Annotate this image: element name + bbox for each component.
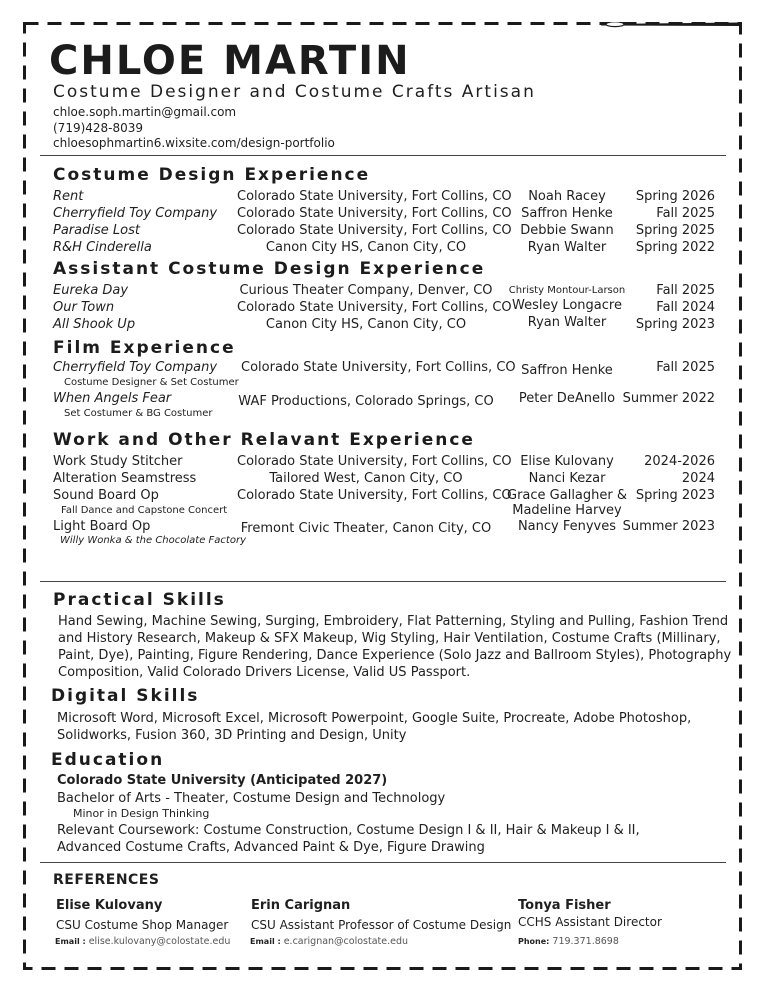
references-heading: REFERENCES [53,872,160,888]
table-row: Rent Colorado State University, Fort Collins, CO Noah Racey Spring 2026 [53,189,715,204]
table-row: Cherryfield Toy Company Colorado State University, Fort Collins, CO Saffron Henke Fall 2025 [53,206,715,221]
film-role-note: Set Costumer & BG Costumer [64,408,213,419]
costume-design-heading: Costume Design Experience [53,165,371,185]
header-divider [40,155,726,156]
table-row-continuation: Madeline Harvey [512,503,622,518]
assistant-design-heading: Assistant Costume Design Experience [53,259,486,279]
section-divider [40,581,726,582]
table-row: Paradise Lost Colorado State University, Fort Collins, CO Debbie Swann Spring 2025 [53,223,715,238]
reference-email-link[interactable]: elise.kulovany@colostate.edu [88,936,231,947]
work-note: Willy Wonka & the Chocolate Factory [60,535,246,546]
reference-phone: 719.371.8698 [552,936,619,947]
education-school: Colorado State University (Anticipated 2027) [57,773,388,788]
email-link[interactable]: chloe.soph.martin@gmail.com [53,105,237,119]
education-coursework: Relevant Coursework: Costume Construction, Costume Design I & II, Hair & Makeup I & II, Advanced Costume Crafts, Advanced Paint & Dye, Figure Drawing [57,823,640,855]
portfolio-link[interactable]: chloesophmartin6.wixsite.com/design-portfolio [53,136,335,150]
resume-name: CHLOE MARTIN [49,38,411,84]
practical-skills-text: Hand Sewing, Machine Sewing, Surging, Embroidery, Flat Patterning, Styling and Pulling, Fashion Trend and History Research, Makeup & SFX Makeup, Wig Styling, Hair Ventilation, Costume Crafts (Millinary, Paint, Dye), Painting, Figure Rendering, Dance Experience (Solo Jazz and Ballroom Styles), Photography Composition, Valid Colorado Drivers License, Valid US Passport. [58,614,732,680]
table-row: Our Town Colorado State University, Fort Collins, CO Wesley Longacre Fall 2024 [53,298,715,315]
table-row: All Shook Up Canon City HS, Canon City, CO Ryan Walter Spring 2023 [53,315,715,332]
education-degree: Bachelor of Arts - Theater, Costume Design and Technology [57,791,446,806]
table-row: Sound Board Op Colorado State University, Fort Collins, CO Grace Gallagher & Spring 2023 [53,488,715,503]
section-divider [40,862,726,863]
table-row: Alteration Seamstress Tailored West, Canon City, CO Nanci Kezar 2024 [53,471,715,486]
table-row: Light Board Op Fremont Civic Theater, Canon City, CO Nancy Fenyves Summer 2023 [53,519,715,536]
education-minor: Minor in Design Thinking [73,807,210,820]
work-note: Fall Dance and Capstone Concert [61,505,228,516]
table-row: Cherryfield Toy Company Colorado State University, Fort Collins, CO Saffron Henke Fall 2025 [53,360,715,378]
table-row: R&H Cinderella Canon City HS, Canon City, CO Ryan Walter Spring 2022 [53,240,715,255]
reference-contact: Email : e.carignan@colostate.edu [250,936,409,947]
reference-contact: Email : elise.kulovany@colostate.edu [55,936,231,947]
table-row: Eureka Day Curious Theater Company, Denver, CO Christy Montour-Larson Fall 2025 [53,283,715,298]
education-heading: Education [51,750,165,770]
reference-contact: Phone: 719.371.8698 [518,936,619,947]
reference-name: Elise Kulovany [56,898,163,913]
work-heading: Work and Other Relavant Experience [53,430,475,450]
reference-name: Erin Carignan [251,898,351,913]
table-row: When Angels Fear WAF Productions, Colorado Springs, CO Peter DeAnello Summer 2022 [53,391,715,409]
table-row: Work Study Stitcher Colorado State University, Fort Collins, CO Elise Kulovany 2024-2026 [53,454,715,469]
reference-title: CSU Costume Shop Manager [56,918,229,932]
reference-title: CCHS Assistant Director [518,915,662,929]
reference-email-link[interactable]: e.carignan@colostate.edu [283,936,409,947]
resume-subtitle: Costume Designer and Costume Crafts Artisan [53,82,536,102]
digital-skills-text: Microsoft Word, Microsoft Excel, Microsoft Powerpoint, Google Suite, Procreate, Adobe Photoshop, Solidworks, Fusion 360, 3D Printing and Design, Unity [57,711,692,743]
reference-name: Tonya Fisher [518,898,611,913]
film-role-note: Costume Designer & Set Costumer [64,377,239,388]
reference-title: CSU Assistant Professor of Costume Design [251,918,512,932]
digital-skills-heading: Digital Skills [51,686,200,706]
practical-skills-heading: Practical Skills [53,590,226,610]
film-heading: Film Experience [53,338,236,358]
phone-number: (719)428-8039 [53,121,144,135]
